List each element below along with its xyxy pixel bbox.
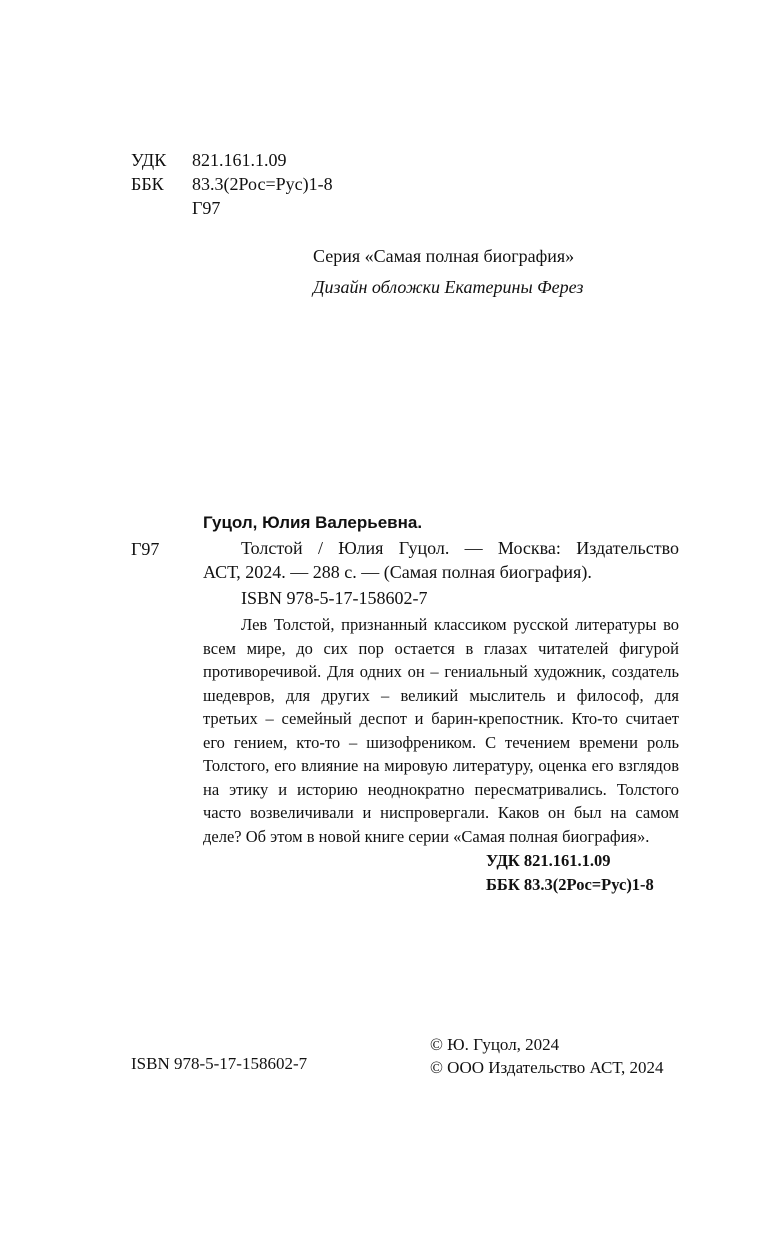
bbk-value: 83.3(2Рос=Рус)1-8 [192,174,333,194]
bib-word: Толстой [241,538,303,558]
author-sign-record: Г97 [131,539,160,559]
bib-line-2: АСТ, 2024. — 288 с. — (Самая полная биография). [203,561,592,582]
isbn-bottom: ISBN 978-5-17-158602-7 [131,1054,308,1073]
author-sign-top: Г97 [192,198,221,218]
bib-word: Москва: [497,538,561,558]
annotation-paragraph: Лев Толстой, признанный классиком русской литературы во всем мире, до сих пор остается в глазах читателей фигурой противоречивой. Для одних он – гениальный художник, создатель шедевров, для других – великий мыслитель и философ, для третьих – семейный деспот и барин-крепостник. Кто-то считает его гением, кто-то – шизофреником. С течением времени роль Толстого, его влияние на мировую литературу, оценка его взглядов на этику и историю неоднократно пересматривались. Толстого часто возвеличивали и ниспровергали. Каков он был на самом деле? Об этом в новой книге серии «Самая полная биография». [203,615,679,846]
udk-code-bottom: УДК 821.161.1.09 [486,851,611,870]
bbk-code-bottom: ББК 83.3(2Рос=Рус)1-8 [486,875,654,894]
bib-word: Гуцол. [398,538,450,558]
udk-value: 821.161.1.09 [192,150,287,170]
udk-label: УДК [131,150,167,170]
bib-word: Издательство [576,538,679,558]
bib-word: Юлия [338,538,384,558]
bib-word: / [317,538,323,558]
bib-line-1 [203,537,679,561]
bibliographic-description [203,537,679,584]
copyright-block [430,1033,663,1079]
isbn-record: ISBN 978-5-17-158602-7 [241,588,428,608]
copyright-publisher: © ООО Издательство АСТ, 2024 [430,1058,664,1077]
cover-design-credit: Дизайн обложки Екатерины Ферез [313,277,584,297]
author-heading: Гуцол, Юлия Валерьевна. [203,513,423,532]
bib-word: — [464,538,483,558]
bbk-label: ББК [131,174,164,194]
classification-codes-bottom [486,849,654,897]
series-line: Серия «Самая полная биография» [313,246,575,266]
copyright-author: © Ю. Гуцол, 2024 [430,1035,560,1054]
